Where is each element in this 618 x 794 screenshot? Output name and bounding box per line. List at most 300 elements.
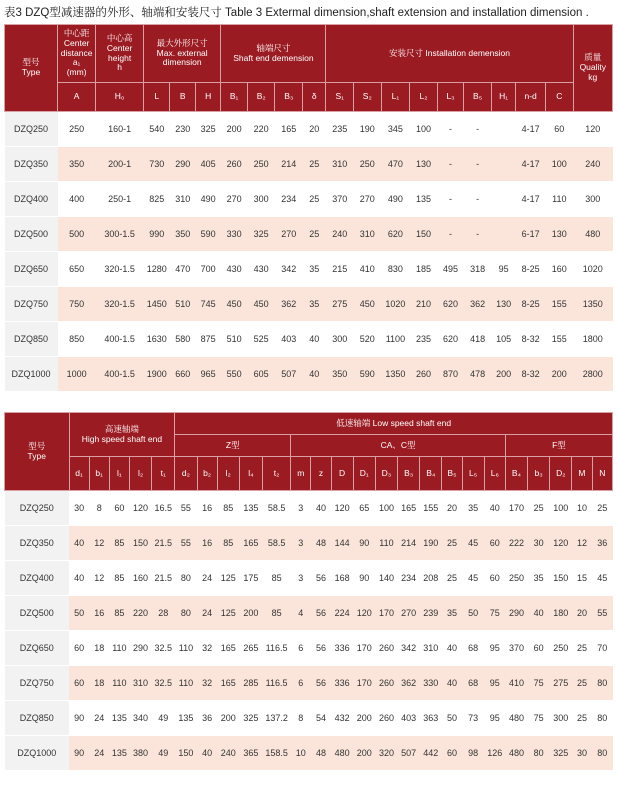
value-cell: 8-25	[516, 287, 546, 322]
value-cell	[491, 147, 515, 182]
column-header: L₆	[484, 457, 505, 491]
value-cell: 450	[247, 287, 275, 322]
value-cell: 370	[505, 631, 527, 666]
f-type-header: F型	[505, 435, 612, 457]
value-cell: 290	[505, 596, 527, 631]
value-cell: 68	[462, 666, 484, 701]
value-cell: 250	[247, 147, 275, 182]
value-cell: 520	[354, 322, 382, 357]
value-cell: 210	[410, 287, 438, 322]
model-cell: DZQ850	[5, 322, 58, 357]
column-header: B₁	[221, 83, 248, 112]
value-cell: 870	[437, 357, 464, 392]
value-cell: 116.5	[263, 666, 291, 701]
column-header: b₂	[197, 457, 217, 491]
column-header: L	[143, 83, 170, 112]
model-cell: DZQ250	[5, 491, 70, 526]
value-cell: 200	[217, 701, 239, 736]
value-cell: 1900	[143, 357, 170, 392]
value-cell: 25	[303, 182, 326, 217]
value-cell: 320-1.5	[96, 287, 144, 322]
value-cell: 480	[331, 736, 353, 771]
value-cell: 155	[545, 287, 573, 322]
model-cell: DZQ350	[5, 147, 58, 182]
value-cell: 550	[221, 357, 248, 392]
value-cell: 130	[410, 147, 438, 182]
value-cell	[491, 112, 515, 147]
value-cell: 222	[505, 526, 527, 561]
value-cell: 350	[58, 147, 96, 182]
value-cell: 35	[303, 287, 326, 322]
value-cell: 40	[442, 631, 462, 666]
table-row	[5, 666, 613, 701]
value-cell: 330	[221, 217, 248, 252]
value-cell: 25	[442, 526, 462, 561]
value-cell: 168	[331, 561, 353, 596]
value-cell: 2800	[573, 357, 612, 392]
column-header: M	[572, 457, 592, 491]
column-header: H	[195, 83, 220, 112]
model-cell: DZQ750	[5, 287, 58, 322]
value-cell: 235	[326, 112, 354, 147]
value-cell: 170	[353, 631, 375, 666]
value-cell: 4-17	[516, 147, 546, 182]
value-cell: 85	[109, 596, 129, 631]
value-cell: 235	[410, 322, 438, 357]
value-cell: 135	[239, 491, 262, 526]
value-cell: 12	[89, 561, 109, 596]
value-cell: 250	[58, 112, 96, 147]
value-cell: 400-1.5	[96, 322, 144, 357]
column-header: l₄	[239, 457, 262, 491]
value-cell: 110	[175, 666, 197, 701]
value-cell: 95	[484, 666, 505, 701]
value-cell: 830	[381, 252, 410, 287]
value-cell: 165	[398, 491, 420, 526]
column-header: n-d	[516, 83, 546, 112]
value-cell: 300	[550, 701, 572, 736]
value-cell: 325	[239, 701, 262, 736]
value-cell: 478	[464, 357, 492, 392]
value-cell: 21.5	[152, 561, 175, 596]
value-cell: 990	[143, 217, 170, 252]
value-cell: -	[464, 112, 492, 147]
value-cell: 1020	[381, 287, 410, 322]
value-cell: 200	[353, 736, 375, 771]
value-cell: 35	[442, 596, 462, 631]
column-header: C	[545, 83, 573, 112]
column-header: b₃	[528, 457, 550, 491]
value-cell: 500	[58, 217, 96, 252]
z-type-header: Z型	[175, 435, 291, 457]
value-cell: 95	[484, 701, 505, 736]
value-cell: 234	[398, 561, 420, 596]
value-cell	[491, 217, 515, 252]
value-cell: 495	[437, 252, 464, 287]
value-cell: 310	[326, 147, 354, 182]
table-row	[5, 357, 613, 392]
model-cell: DZQ350	[5, 526, 70, 561]
value-cell: 58.5	[263, 491, 291, 526]
value-cell: 1350	[381, 357, 410, 392]
value-cell: 470	[381, 147, 410, 182]
value-cell: 230	[170, 112, 195, 147]
value-cell: 75	[484, 596, 505, 631]
value-cell: 285	[239, 666, 262, 701]
value-cell: 605	[247, 357, 275, 392]
value-cell: 32	[197, 631, 217, 666]
value-cell: 1800	[573, 322, 612, 357]
value-cell: 30	[69, 491, 89, 526]
value-cell: 200	[353, 701, 375, 736]
value-cell: 18	[89, 631, 109, 666]
value-cell: 73	[462, 701, 484, 736]
value-cell: 75	[528, 666, 550, 701]
value-cell: 239	[420, 596, 442, 631]
value-cell: 35	[303, 252, 326, 287]
value-cell: 170	[375, 596, 397, 631]
value-cell: 12	[89, 526, 109, 561]
value-cell: 214	[275, 147, 303, 182]
center-height-header: 中心高 Center height h	[96, 25, 144, 83]
value-cell: 105	[491, 322, 515, 357]
value-cell: 24	[89, 701, 109, 736]
value-cell: 275	[550, 666, 572, 701]
value-cell: 224	[331, 596, 353, 631]
value-cell: 49	[152, 736, 175, 771]
value-cell: 25	[303, 217, 326, 252]
column-header: H₁	[491, 83, 515, 112]
value-cell: -	[437, 217, 464, 252]
column-header: b₁	[89, 457, 109, 491]
value-cell: 270	[275, 217, 303, 252]
model-cell: DZQ500	[5, 217, 58, 252]
value-cell: 490	[381, 182, 410, 217]
value-cell: 380	[129, 736, 151, 771]
value-cell: 40	[303, 322, 326, 357]
value-cell: 110	[109, 631, 129, 666]
model-cell: DZQ850	[5, 701, 70, 736]
value-cell: 418	[464, 322, 492, 357]
value-cell: 110	[375, 526, 397, 561]
value-cell: 234	[275, 182, 303, 217]
value-cell: 220	[247, 112, 275, 147]
value-cell: 8	[291, 701, 311, 736]
table-row	[5, 561, 613, 596]
value-cell: -	[437, 112, 464, 147]
value-cell: 55	[592, 596, 612, 631]
value-cell: 215	[326, 252, 354, 287]
value-cell: 250-1	[96, 182, 144, 217]
value-cell: 260	[375, 666, 397, 701]
table-row	[5, 112, 613, 147]
column-header: B₅	[442, 457, 462, 491]
value-cell: 362	[398, 666, 420, 701]
column-header: N	[592, 457, 612, 491]
value-cell: 150	[175, 736, 197, 771]
value-cell: 320	[375, 736, 397, 771]
model-cell: DZQ750	[5, 666, 70, 701]
value-cell: 325	[550, 736, 572, 771]
column-header: L₁	[381, 83, 410, 112]
value-cell: 125	[217, 596, 239, 631]
value-cell: 60	[528, 631, 550, 666]
value-cell: 6	[291, 666, 311, 701]
value-cell: 16	[197, 491, 217, 526]
value-cell: 200	[545, 357, 573, 392]
value-cell: 325	[247, 217, 275, 252]
value-cell: 135	[410, 182, 438, 217]
value-cell: 1450	[143, 287, 170, 322]
value-cell: 95	[484, 631, 505, 666]
column-header: δ	[303, 83, 326, 112]
value-cell: 60	[442, 736, 462, 771]
column-header: l₁	[109, 457, 129, 491]
model-cell: DZQ250	[5, 112, 58, 147]
value-cell: 16	[197, 526, 217, 561]
value-cell: 745	[195, 287, 220, 322]
value-cell: 95	[491, 252, 515, 287]
value-cell: 25	[572, 631, 592, 666]
value-cell: 318	[464, 252, 492, 287]
value-cell: 350	[326, 357, 354, 392]
value-cell: 850	[58, 322, 96, 357]
value-cell: 250	[550, 631, 572, 666]
value-cell: 403	[398, 701, 420, 736]
value-cell: 160	[129, 561, 151, 596]
value-cell: 90	[69, 736, 89, 771]
value-cell: 135	[109, 736, 129, 771]
value-cell: 100	[375, 491, 397, 526]
value-cell: 10	[572, 491, 592, 526]
value-cell: 25	[592, 491, 612, 526]
value-cell: 25	[442, 561, 462, 596]
value-cell: 155	[420, 491, 442, 526]
table-row	[5, 322, 613, 357]
value-cell: 540	[143, 112, 170, 147]
value-cell: 90	[69, 701, 89, 736]
value-cell: 320-1.5	[96, 252, 144, 287]
value-cell: 430	[247, 252, 275, 287]
value-cell: 265	[239, 631, 262, 666]
column-header: H₀	[96, 83, 144, 112]
value-cell: 660	[170, 357, 195, 392]
value-cell: 45	[592, 561, 612, 596]
column-header: B₅	[464, 83, 492, 112]
value-cell: 336	[331, 631, 353, 666]
value-cell: 250	[505, 561, 527, 596]
value-cell: 75	[528, 701, 550, 736]
value-cell: 110	[175, 631, 197, 666]
model-cell: DZQ1000	[5, 736, 70, 771]
column-header: S₁	[326, 83, 354, 112]
value-cell: 126	[484, 736, 505, 771]
value-cell: 60	[69, 631, 89, 666]
value-cell: 85	[263, 596, 291, 631]
value-cell: 85	[109, 526, 129, 561]
value-cell: 214	[398, 526, 420, 561]
table-row	[5, 252, 613, 287]
table-row	[5, 491, 613, 526]
table-row	[5, 182, 613, 217]
value-cell: 40	[303, 357, 326, 392]
value-cell: 250	[354, 147, 382, 182]
value-cell: 68	[462, 631, 484, 666]
value-cell: 180	[550, 596, 572, 631]
value-cell: 450	[221, 287, 248, 322]
value-cell: 190	[354, 112, 382, 147]
value-cell: 165	[217, 631, 239, 666]
value-cell: 750	[58, 287, 96, 322]
model-cell: DZQ650	[5, 252, 58, 287]
value-cell: 49	[152, 701, 175, 736]
value-cell: 160	[545, 252, 573, 287]
value-cell: 200	[491, 357, 515, 392]
value-cell: 60	[69, 666, 89, 701]
value-cell: 8-32	[516, 357, 546, 392]
value-cell: 40	[311, 491, 331, 526]
column-header: B₃	[275, 83, 303, 112]
column-header: m	[291, 457, 311, 491]
column-header: B₃	[398, 457, 420, 491]
value-cell: 160-1	[96, 112, 144, 147]
table-row	[5, 287, 613, 322]
table-row	[5, 526, 613, 561]
value-cell: 80	[175, 561, 197, 596]
value-cell: 580	[170, 322, 195, 357]
value-cell: 590	[354, 357, 382, 392]
value-cell: 110	[545, 182, 573, 217]
value-cell: 405	[195, 147, 220, 182]
column-header: D₁	[353, 457, 375, 491]
value-cell: 30	[572, 736, 592, 771]
value-cell: 270	[354, 182, 382, 217]
value-cell: 90	[353, 561, 375, 596]
value-cell: 60	[484, 526, 505, 561]
value-cell: 260	[375, 701, 397, 736]
value-cell: 50	[69, 596, 89, 631]
value-cell: 590	[195, 217, 220, 252]
value-cell: 80	[528, 736, 550, 771]
column-header: S₂	[354, 83, 382, 112]
value-cell: 403	[275, 322, 303, 357]
value-cell: 100	[545, 147, 573, 182]
value-cell: 125	[217, 561, 239, 596]
value-cell: 85	[217, 526, 239, 561]
value-cell: 54	[311, 701, 331, 736]
model-cell: DZQ500	[5, 596, 70, 631]
value-cell: 58.5	[263, 526, 291, 561]
value-cell: 28	[152, 596, 175, 631]
value-cell: 3	[291, 491, 311, 526]
center-distance-header: 中心距 Center distance a₁ (mm)	[58, 25, 96, 83]
column-header: d₂	[175, 457, 197, 491]
value-cell: 450	[354, 287, 382, 322]
value-cell: 8-25	[516, 252, 546, 287]
table-row	[5, 596, 613, 631]
value-cell: 85	[263, 561, 291, 596]
value-cell: 150	[550, 561, 572, 596]
column-header: A	[58, 83, 96, 112]
ca-c-type-header: CA、C型	[291, 435, 506, 457]
value-cell: 60	[484, 561, 505, 596]
column-header: t₁	[152, 457, 175, 491]
value-cell: 45	[462, 526, 484, 561]
value-cell: 12	[572, 526, 592, 561]
low-speed-header: 低速轴端 Low speed shaft end	[175, 413, 613, 435]
value-cell: 56	[311, 631, 331, 666]
value-cell: 290	[170, 147, 195, 182]
value-cell: 32.5	[152, 631, 175, 666]
table-row	[5, 736, 613, 771]
value-cell: 80	[592, 701, 612, 736]
value-cell: 8-32	[516, 322, 546, 357]
value-cell: 110	[109, 666, 129, 701]
value-cell: 363	[420, 701, 442, 736]
value-cell: 370	[326, 182, 354, 217]
value-cell: 340	[129, 701, 151, 736]
column-header: B	[170, 83, 195, 112]
value-cell: 55	[175, 491, 197, 526]
value-cell: 140	[375, 561, 397, 596]
max-dimension-header: 最大外形尺寸 Max. external dimension	[143, 25, 220, 83]
value-cell: -	[464, 182, 492, 217]
column-header: L₂	[410, 83, 438, 112]
value-cell: 40	[528, 596, 550, 631]
value-cell: 1100	[381, 322, 410, 357]
value-cell: 620	[437, 287, 464, 322]
model-cell: DZQ650	[5, 631, 70, 666]
value-cell: 4-17	[516, 112, 546, 147]
value-cell: 875	[195, 322, 220, 357]
column-header: D₃	[375, 457, 397, 491]
value-cell: 120	[129, 491, 151, 526]
value-cell: -	[437, 182, 464, 217]
value-cell: 300	[247, 182, 275, 217]
value-cell: 60	[109, 491, 129, 526]
column-header: L₅	[462, 457, 484, 491]
value-cell: 80	[175, 596, 197, 631]
value-cell: 310	[129, 666, 151, 701]
value-cell: 700	[195, 252, 220, 287]
value-cell: 362	[275, 287, 303, 322]
value-cell: 208	[420, 561, 442, 596]
value-cell: 336	[331, 666, 353, 701]
value-cell: 32.5	[152, 666, 175, 701]
value-cell: 3	[291, 561, 311, 596]
value-cell: 410	[354, 252, 382, 287]
value-cell: 36	[592, 526, 612, 561]
value-cell: 165	[217, 666, 239, 701]
value-cell: 260	[221, 147, 248, 182]
shaft-end-header: 轴端尺寸 Shaft end demension	[221, 25, 326, 83]
value-cell: 260	[375, 631, 397, 666]
value-cell: 1350	[573, 287, 612, 322]
value-cell: 65	[353, 491, 375, 526]
value-cell: 430	[221, 252, 248, 287]
value-cell: 240	[217, 736, 239, 771]
value-cell: 200	[221, 112, 248, 147]
value-cell: 325	[195, 112, 220, 147]
model-cell: DZQ1000	[5, 357, 58, 392]
value-cell: 490	[195, 182, 220, 217]
value-cell: 98	[462, 736, 484, 771]
value-cell: 290	[129, 631, 151, 666]
table-title: 表3 DZQ型减速器的外形、轴端和安装尺寸 Table 3 Extermal dimension,shaft extension and installation dimension .	[4, 7, 589, 19]
value-cell: 20	[303, 112, 326, 147]
value-cell: 6-17	[516, 217, 546, 252]
quality-header: 质量 Quality kg	[573, 25, 612, 112]
